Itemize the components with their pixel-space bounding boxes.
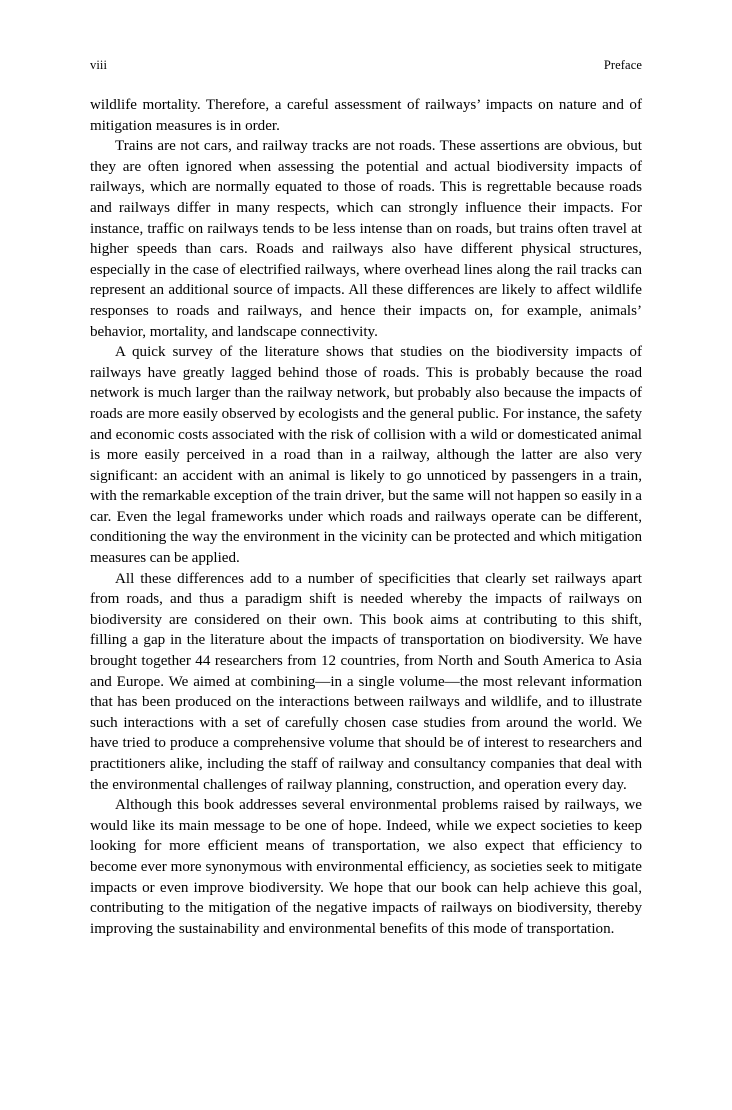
paragraph-although-this-book: Although this book addresses several environmental problems raised by railways, we would like its main message to be one of hope. Indeed, while we expect societies to keep looking for more efficient means of transportation, we also expect that efficiency to become ever more synonymous with environmental efficiency, as societies seek to mitigate impacts or even improve biodiversity. We hope that our book can help achieve this goal, contributing to the mitigation of the negative impacts of railways on biodiversity, thereby improving the sustainability and environmental benefits of this mode of transportation.	[90, 797, 642, 937]
page-number: viii	[90, 58, 108, 72]
paragraph-all-these-differences: All these differences add to a number of specificities that clearly set railways apart from roads, and thus a paradigm shift is needed whereby the impacts of railways on biodiversity are considered on their own. This book aims at contributing to this shift, filling a gap in the literature about the impacts of transportation on biodiversity. We have brought together 44 researchers from 12 countries, from North and South America to Asia and Europe. We aimed at combining—in a single volume—the most relevant information that has been produced on the interactions between railways and wildlife, and to illustrate such interactions with a set of carefully chosen case studies from around the world. We have tried to produce a comprehensive volume that should be of interest to researchers and practitioners alike, including the staff of railway and consultancy companies that deal with the environmental challenges of railway planning, construction, and operation every day.	[90, 570, 642, 793]
body-text-block	[90, 95, 642, 939]
paragraph-quick-survey: A quick survey of the literature shows that studies on the biodiversity impacts of railways have greatly lagged behind those of roads. This is probably because the road network is much larger than the railway network, but probably also because the impacts of roads are more easily observed by ecologists and the general public. For instance, the safety and economic costs associated with the risk of collision with a wild or domesticated animal is more easily perceived in a road than in a railway, although the latter are also very significant: an accident with an animal is likely to go unnoticed by passengers in a train, with the remarkable exception of the train driver, but the same will not happen so easily in a car. Even the legal frameworks under which roads and railways operate can be different, conditioning the way the environment in the vicinity can be protected and which mitigation measures can be applied.	[90, 344, 642, 567]
running-head-title: Preface	[603, 58, 642, 72]
paragraph-trains-are-not-cars: Trains are not cars, and railway tracks are not roads. These assertions are obvious, but they are often ignored when assessing the potential and actual biodiversity impacts of railways, which are normally equated to those of roads. This is regrettable because roads and railways differ in many respects, which can strongly influence their impacts. For instance, traffic on railways tends to be less intense than on roads, but trains often travel at higher speeds than cars. Roads and railways also have different physical structures, especially in the case of electrified railways, where overhead lines along the rail tracks can represent an additional source of impacts. All these differences are likely to affect wildlife responses to roads and railways, and hence their impacts on, for example, animals’ behavior, mortality, and landscape connectivity.	[90, 138, 642, 340]
running-head	[90, 57, 642, 73]
paragraph-continuation: wildlife mortality. Therefore, a careful assessment of railways’ impacts on nature and of mitigation measures is in order.	[90, 97, 642, 134]
